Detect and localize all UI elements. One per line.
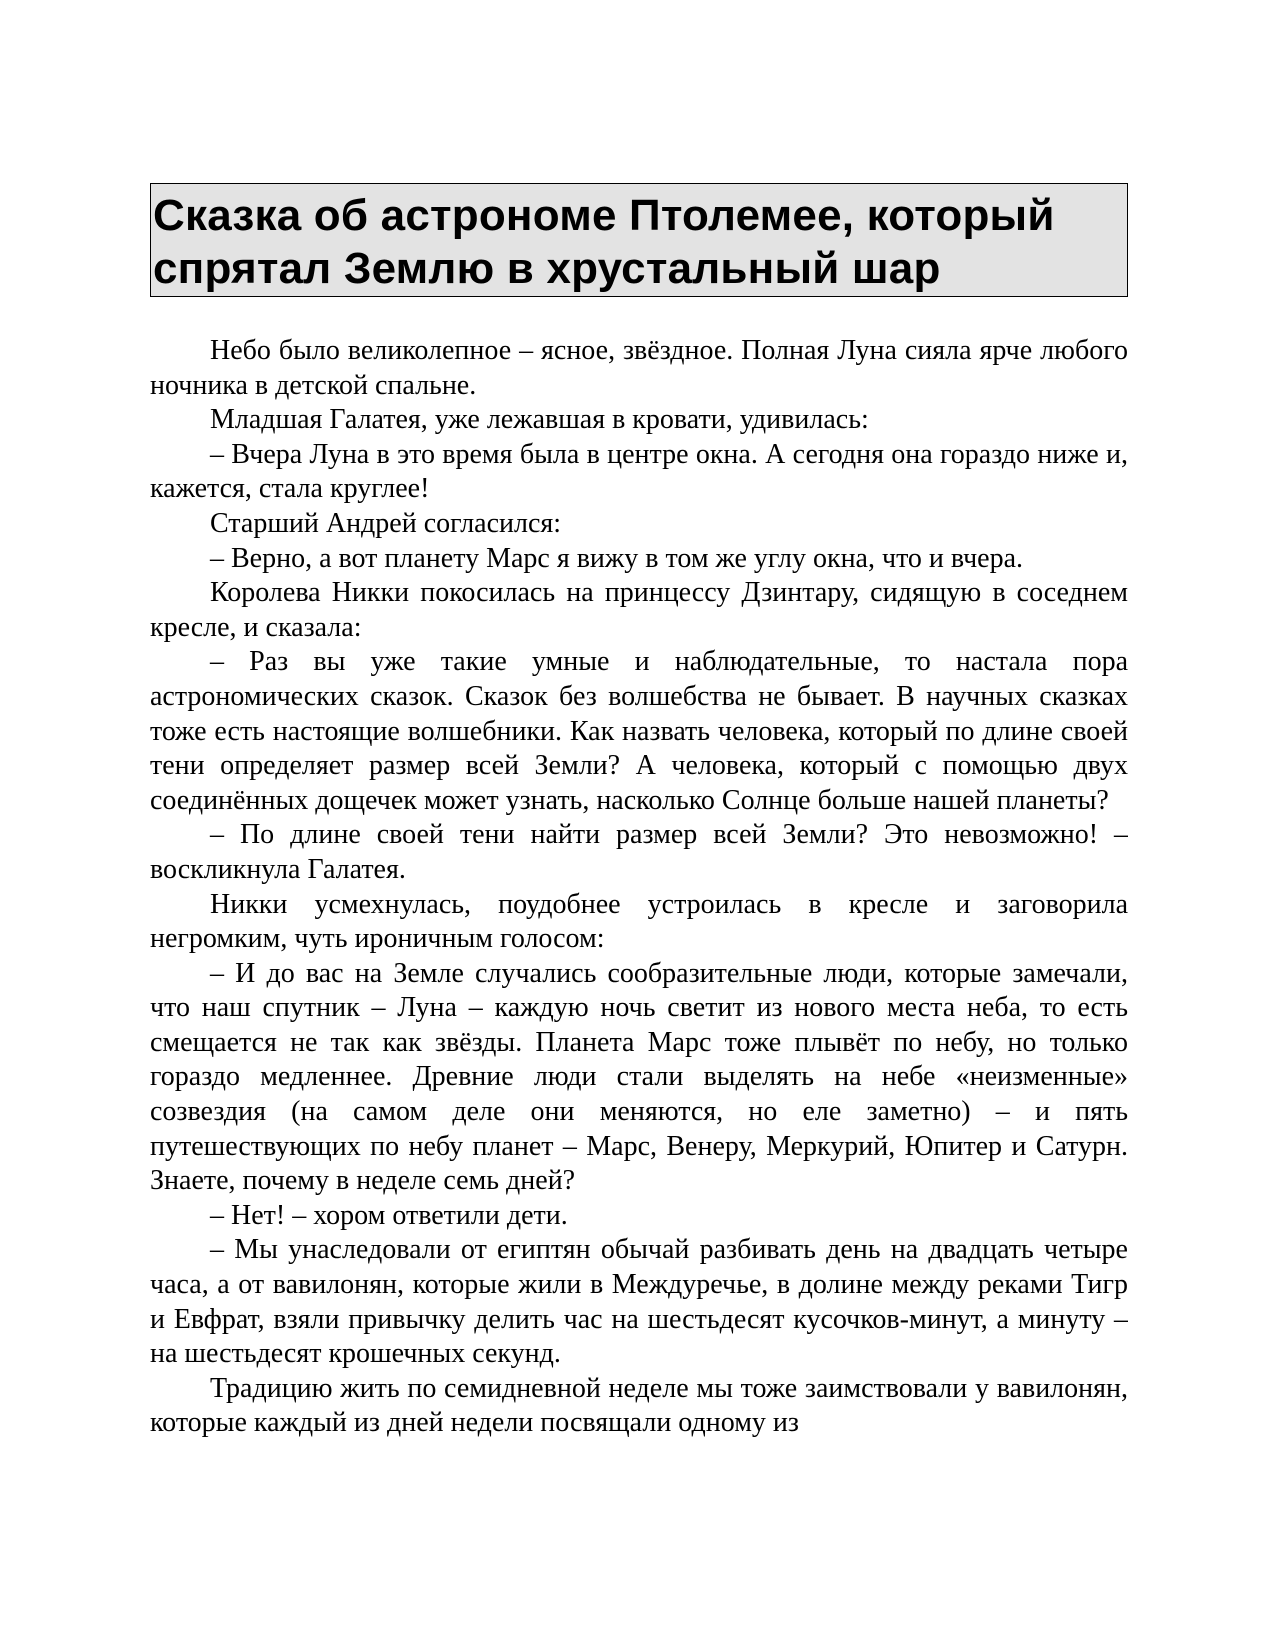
paragraph: – Нет! – хором ответили дети. [210, 1199, 568, 1231]
paragraph: – Раз вы уже такие умные и наблюдательные, то настала пора астрономических сказок. Сказок без волшебства не бывает. В научных сказках тоже есть настоящие волшебники. Как назвать человека, который по длине своей тени определяет размер всей Земли? А человека, который с помощью двух соединённых дощечек может узнать, насколько Солнце больше нашей планеты? [150, 646, 1128, 816]
paragraph: – Мы унаследовали от египтян обычай разбивать день на двадцать четыре часа, а от вавилонян, которые жили в Междуречье, в долине между реками Тигр и Евфрат, взяли привычку делить час на шестьдесят кусочков-минут, а минуту – на шестьдесят крошечных секунд. [150, 1234, 1128, 1370]
paragraph: – Вчера Луна в это время была в центре окна. А сегодня она гораздо ниже и, кажется, стала круглее! [150, 438, 1128, 505]
title-box [150, 183, 1128, 297]
paragraph: Традицию жить по семидневной неделе мы тоже заимствовали у вавилонян, которые каждый из дней недели посвящали одному из [150, 1372, 1128, 1439]
paragraph: – И до вас на Земле случались сообразительные люди, которые замечали, что наш спутник – Луна – каждую ночь светит из нового места неба, то есть смещается не так как звёзды. Планета Марс тоже плывёт по небу, но только гораздо медленнее. Древние люди стали выделять на небе «неизменные» созвездия (на самом деле они меняются, но еле заметно) – и пять путешествующих по небу планет – Марс, Венеру, Меркурий, Юпитер и Сатурн. Знаете, почему в неделе семь дней? [150, 957, 1128, 1197]
paragraph: Королева Никки покосилась на принцессу Дзинтару, сидящую в соседнем кресле, и сказала: [150, 577, 1128, 643]
paragraph: Никки усмехнулась, поудобнее устроилась в кресле и заговорила негромким, чуть ироничным голосом: [150, 888, 1128, 955]
document-title: Сказка об астрономе Птолемее, который спрятал Землю в хрустальный шар [153, 191, 1055, 293]
document-body [150, 334, 1128, 1474]
paragraph: – Верно, а вот планету Марс я вижу в том же углу окна, что и вчера. [210, 542, 1024, 574]
paragraph: Младшая Галатея, уже лежавшая в кровати, удивилась: [210, 404, 869, 436]
paragraph: Небо было великолепное – ясное, звёздное. Полная Луна сияла ярче любого ночника в детской спальне. [150, 335, 1128, 401]
paragraph: Старший Андрей согласился: [210, 507, 562, 539]
paragraph: – По длине своей тени найти размер всей Земли? Это невозможно! – воскликнула Галатея. [150, 819, 1128, 885]
